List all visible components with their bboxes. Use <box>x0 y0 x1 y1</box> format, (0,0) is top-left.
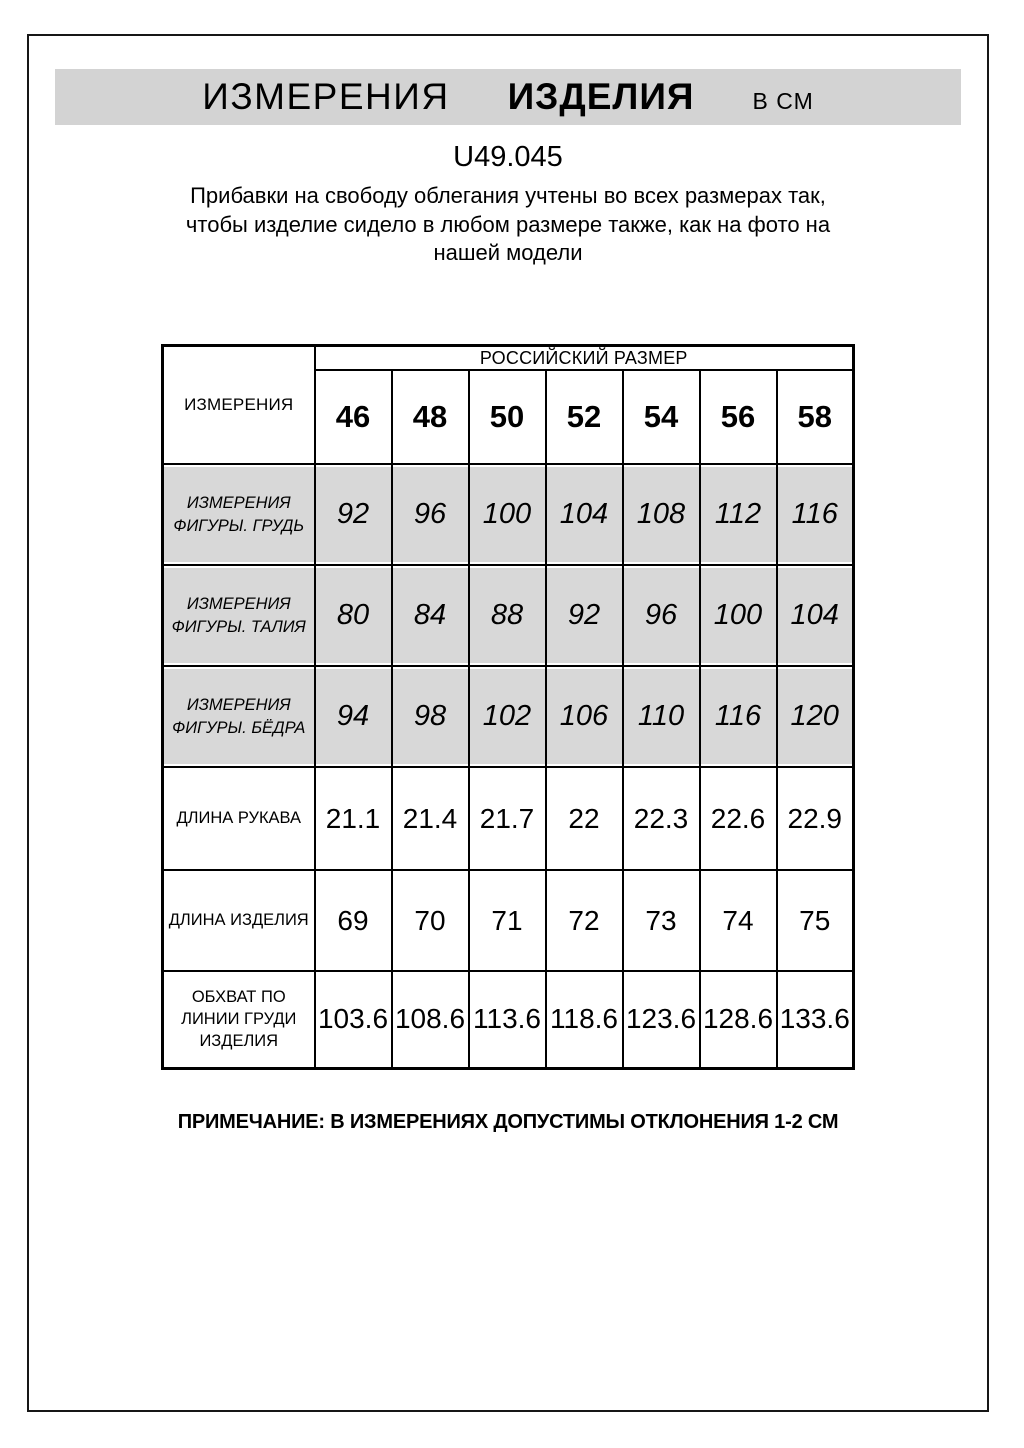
size-header-56: 56 <box>700 370 777 464</box>
cell-figure-chest-size-52: 104 <box>546 464 623 565</box>
cell-sleeve-length-size-58: 22.9 <box>777 767 854 870</box>
row-label-line: ФИГУРЫ. ТАЛИЯ <box>171 617 306 636</box>
cell-figure-waist-size-50: 88 <box>469 565 546 666</box>
cell-sleeve-length-size-48: 21.4 <box>392 767 469 870</box>
size-table-wrap <box>29 344 987 1070</box>
cell-figure-waist-size-46: 80 <box>315 565 392 666</box>
cell-product-chest-girth-size-50: 113.6 <box>469 971 546 1068</box>
cell-figure-hips-size-56: 116 <box>700 666 777 767</box>
size-header-54: 54 <box>623 370 700 464</box>
fit-description <box>128 182 888 268</box>
cell-figure-hips-size-50: 102 <box>469 666 546 767</box>
cell-figure-hips-size-48: 98 <box>392 666 469 767</box>
cell-product-chest-girth-size-56: 128.6 <box>700 971 777 1068</box>
row-label-line: ФИГУРЫ. ГРУДЬ <box>173 516 305 535</box>
cell-sleeve-length-size-56: 22.6 <box>700 767 777 870</box>
row-label-line: ИЗМЕРЕНИЯ <box>186 595 291 614</box>
cell-sleeve-length-size-52: 22 <box>546 767 623 870</box>
cell-product-length-size-54: 73 <box>623 870 700 971</box>
title-word-measurements: ИЗМЕРЕНИЯ <box>202 76 450 117</box>
row-label-line: ФИГУРЫ. БЁДРА <box>172 718 306 737</box>
article-number: U49.045 <box>453 141 563 173</box>
corner-label: ИЗМЕРЕНИЯ <box>163 346 315 465</box>
size-header-46: 46 <box>315 370 392 464</box>
fit-description-line: нашей модели <box>433 240 583 266</box>
table-row-product-chest-girth <box>163 971 854 1068</box>
title-unit-cm: В СМ <box>752 87 814 114</box>
table-row-figure-chest <box>163 464 854 565</box>
cell-figure-chest-size-50: 100 <box>469 464 546 565</box>
cell-figure-waist-size-56: 100 <box>700 565 777 666</box>
cell-figure-chest-size-46: 92 <box>315 464 392 565</box>
cell-figure-waist-size-58: 104 <box>777 565 854 666</box>
cell-figure-hips-size-54: 110 <box>623 666 700 767</box>
cell-sleeve-length-size-46: 21.1 <box>315 767 392 870</box>
cell-figure-hips-size-46: 94 <box>315 666 392 767</box>
cell-figure-waist-size-48: 84 <box>392 565 469 666</box>
cell-product-chest-girth-size-48: 108.6 <box>392 971 469 1068</box>
fit-description-line: Прибавки на свободу облегания учтены во всех размерах так, <box>190 183 826 208</box>
cell-figure-chest-size-48: 96 <box>392 464 469 565</box>
row-label-line: ЛИНИИ ГРУДИ <box>181 1010 297 1029</box>
cell-sleeve-length-size-54: 22.3 <box>623 767 700 870</box>
cell-figure-hips-size-52: 106 <box>546 666 623 767</box>
page-frame <box>27 34 989 1412</box>
cell-sleeve-length-size-50: 21.7 <box>469 767 546 870</box>
size-header-58: 58 <box>777 370 854 464</box>
row-label-product-chest-girth <box>163 971 315 1068</box>
cell-figure-waist-size-54: 96 <box>623 565 700 666</box>
cell-figure-waist-size-52: 92 <box>546 565 623 666</box>
cell-figure-hips-size-58: 120 <box>777 666 854 767</box>
title-word-product: ИЗДЕЛИЯ <box>507 76 695 117</box>
size-table <box>161 344 855 1070</box>
cell-figure-chest-size-54: 108 <box>623 464 700 565</box>
row-label-line: ИЗДЕЛИЯ <box>199 1032 279 1051</box>
cell-figure-chest-size-58: 116 <box>777 464 854 565</box>
cell-product-length-size-48: 70 <box>392 870 469 971</box>
title-bar <box>55 69 961 125</box>
cell-product-chest-girth-size-46: 103.6 <box>315 971 392 1068</box>
row-label-product-length <box>163 870 315 971</box>
cell-product-length-size-56: 74 <box>700 870 777 971</box>
cell-product-length-size-50: 71 <box>469 870 546 971</box>
size-header-52: 52 <box>546 370 623 464</box>
row-label-figure-waist <box>163 565 315 666</box>
fit-description-line: чтобы изделие сидело в любом размере также, как на фото на <box>185 211 831 237</box>
table-row-figure-hips <box>163 666 854 767</box>
cell-product-length-size-46: 69 <box>315 870 392 971</box>
cell-product-length-size-58: 75 <box>777 870 854 971</box>
size-header-50: 50 <box>469 370 546 464</box>
cell-product-chest-girth-size-52: 118.6 <box>546 971 623 1068</box>
table-row-product-length <box>163 870 854 971</box>
cell-product-chest-girth-size-54: 123.6 <box>623 971 700 1068</box>
size-header-48: 48 <box>392 370 469 464</box>
row-label-line: ИЗМЕРЕНИЯ <box>186 696 291 715</box>
cell-figure-chest-size-56: 112 <box>700 464 777 565</box>
russian-size-header: РОССИЙСКИЙ РАЗМЕР <box>315 346 854 371</box>
tolerance-note: ПРИМЕЧАНИЕ: В ИЗМЕРЕНИЯХ ДОПУСТИМЫ ОТКЛОНЕНИЯ 1-2 СМ <box>177 1111 839 1133</box>
table-row-figure-waist <box>163 565 854 666</box>
cell-product-length-size-52: 72 <box>546 870 623 971</box>
row-label-line: ОБХВАТ ПО <box>191 987 286 1006</box>
row-label-line: ДЛИНА РУКАВА <box>176 809 302 828</box>
row-label-sleeve-length <box>163 767 315 870</box>
cell-product-chest-girth-size-58: 133.6 <box>777 971 854 1068</box>
size-group-row <box>163 346 854 371</box>
row-label-line: ИЗМЕРЕНИЯ <box>186 494 291 513</box>
table-row-sleeve-length <box>163 767 854 870</box>
row-label-figure-hips <box>163 666 315 767</box>
row-label-figure-chest <box>163 464 315 565</box>
row-label-line: ДЛИНА ИЗДЕЛИЯ <box>168 911 309 930</box>
